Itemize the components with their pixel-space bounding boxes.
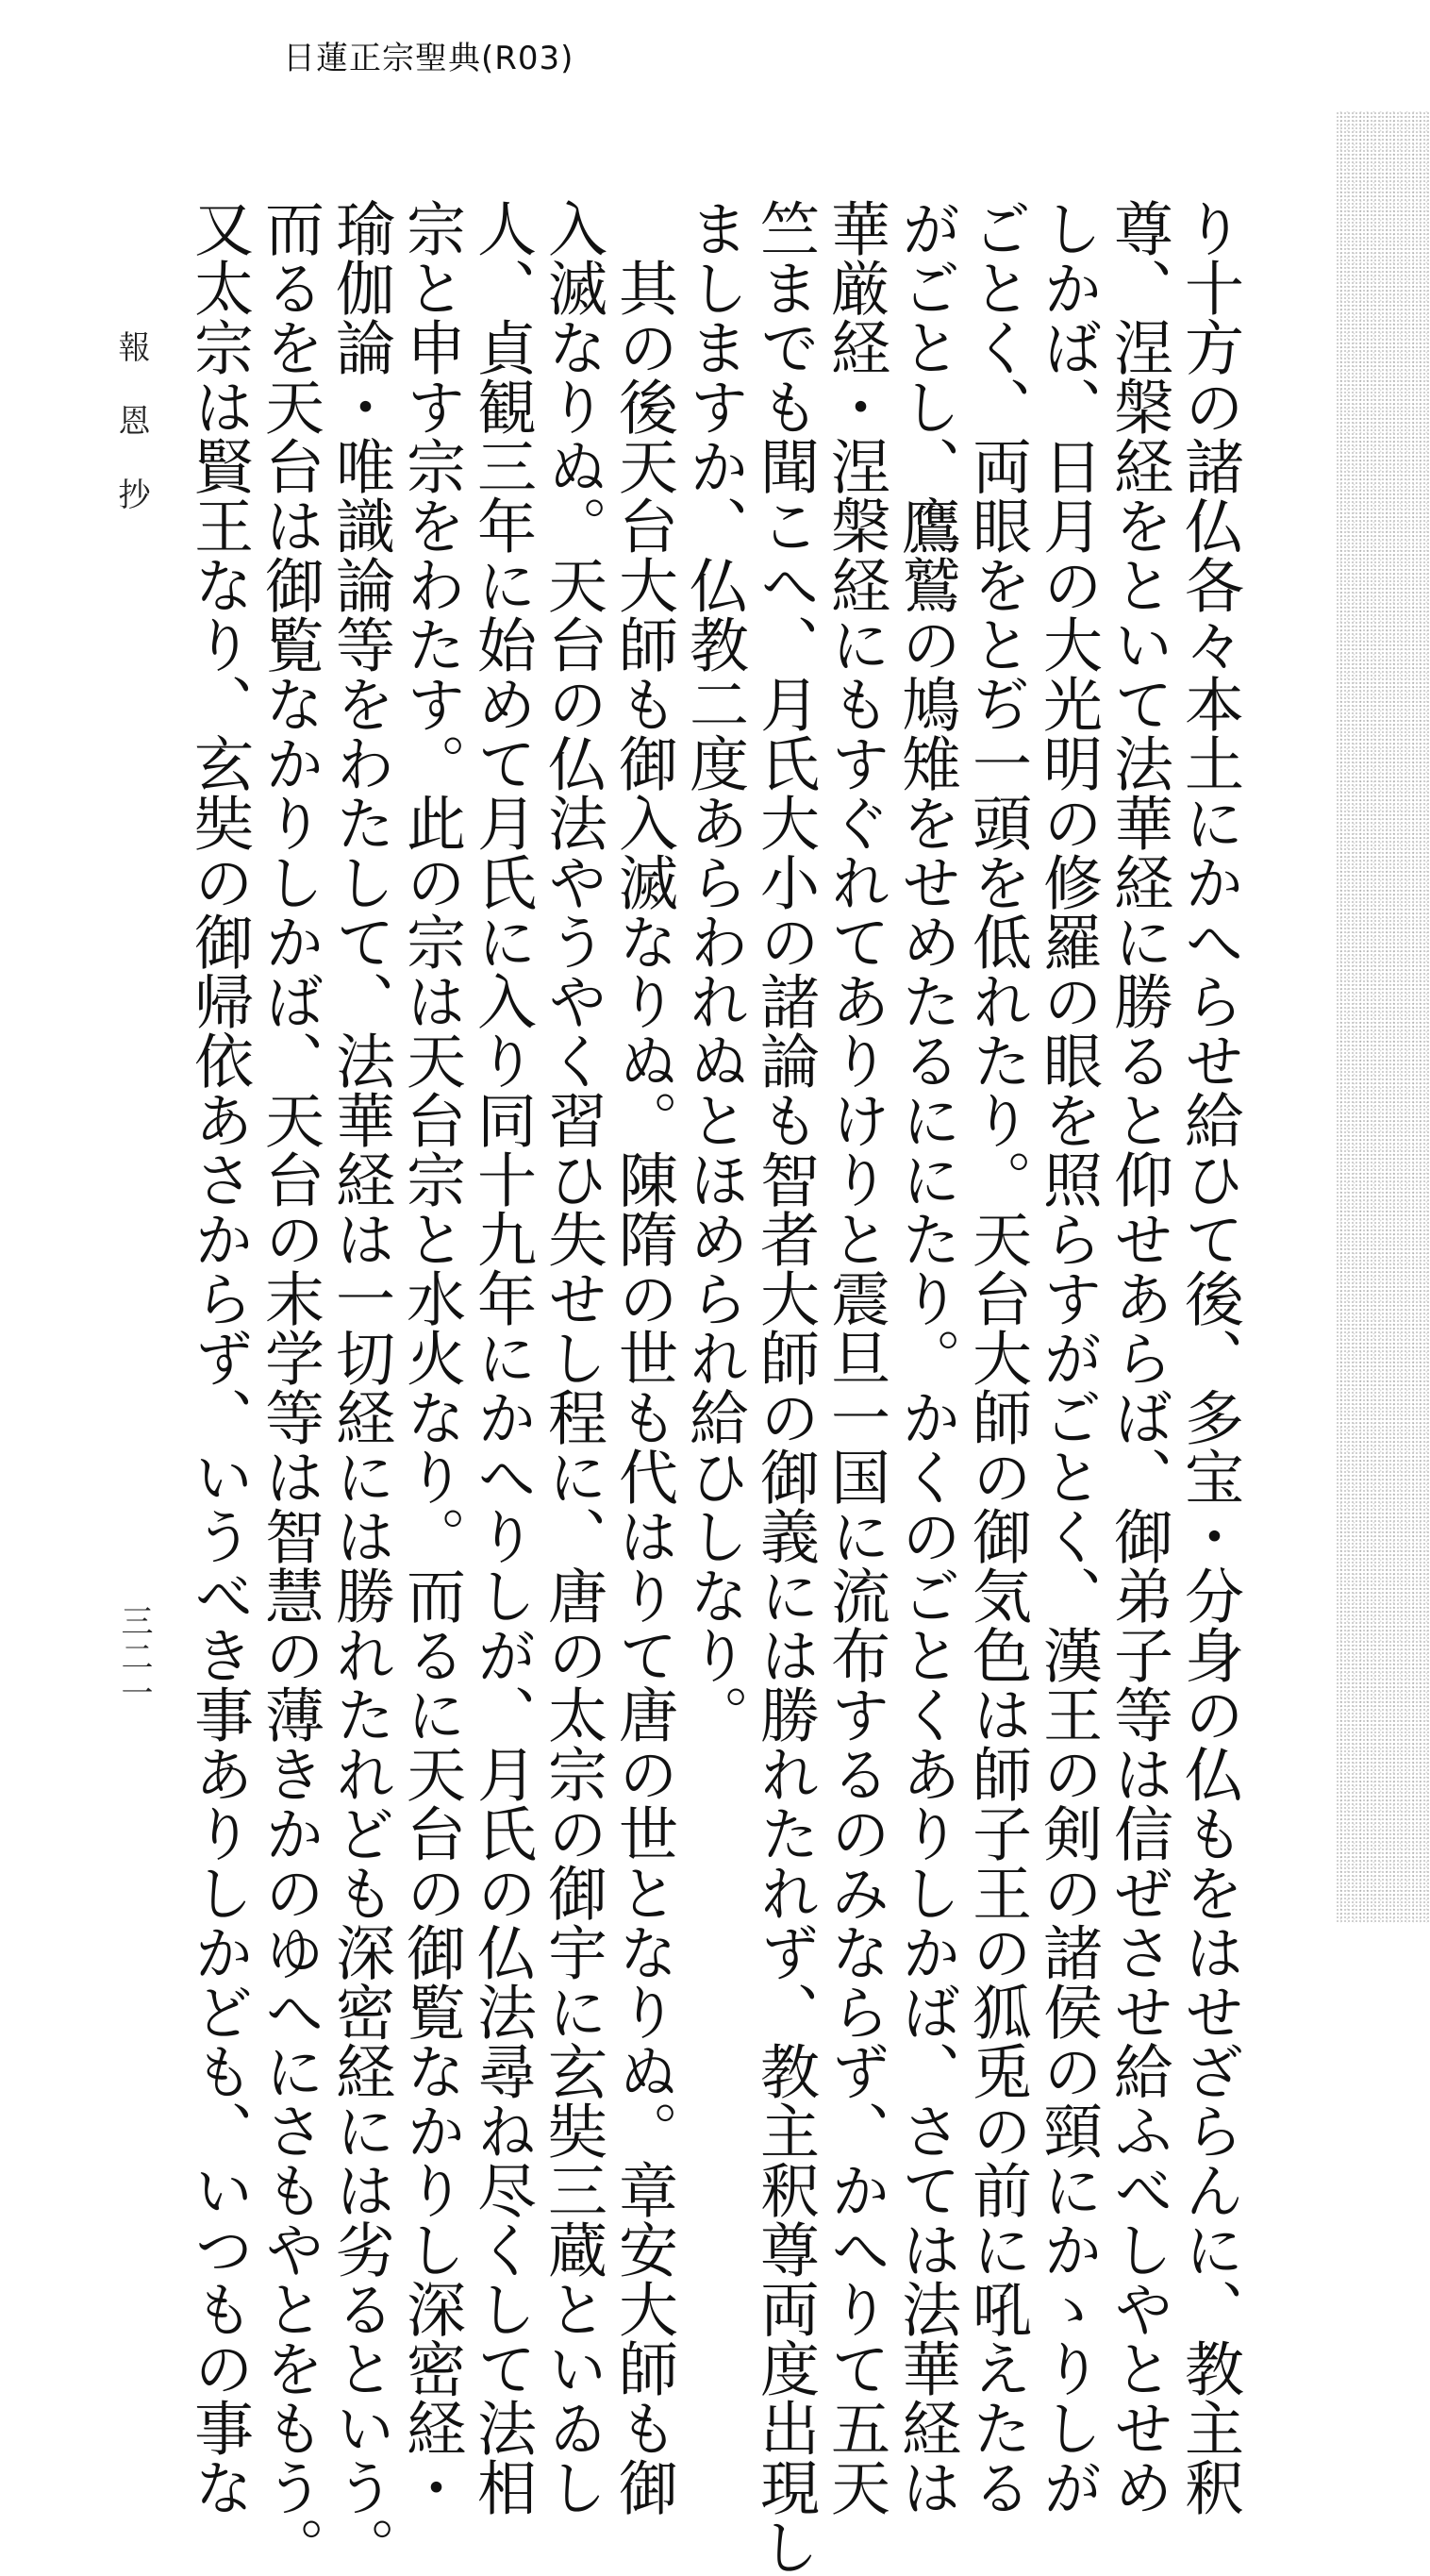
text-line: ましますか、仏教二度あらわれぬとほめられ給ひしなり。 xyxy=(680,198,749,1744)
text-line: 宗と申す宗をわたす。此の宗は天台宗と水火なり。而るに天台の御覧なかりし深密経・ xyxy=(397,198,466,2517)
text-line: 人、貞観三年に始めて月氏に入り同十九年にかへりしが、月氏の仏法尋ね尽くして法相 xyxy=(468,198,537,2517)
page-number: 三二一 xyxy=(115,1604,153,1712)
running-title: 報恩抄 xyxy=(112,330,150,551)
text-line: 瑜伽論・唯識論等をわたして、法華経は一切経には勝れたれども深密経には劣るという。 xyxy=(326,198,395,2576)
text-line: 尊、涅槃経をといて法華経に勝ると仰せあらば、御弟子等は信ぜさせ給ふべしやとせめ xyxy=(1105,198,1173,2517)
page-header: 日蓮正宗聖典(R03) xyxy=(283,40,574,77)
text-line: 入滅なりぬ。天台の仏法やうやく習ひ失せし程に、唐の太宗の御宇に玄奘三蔵といゐし xyxy=(539,198,607,2517)
text-line: り十方の諸仏各々本土にかへらせ給ひて後、多宝・分身の仏もをはせざらんに、教主釈 xyxy=(1175,198,1244,2517)
text-line: しかば、日月の大光明の修羅の眼を照らすがごとく、漢王の剣の諸侯の頸にかゝりしが xyxy=(1034,198,1103,2517)
text-line: 竺までも聞こへ、月氏大小の諸論も智者大師の御義には勝れたれず、教主釈尊両度出現し xyxy=(751,198,820,2576)
text-line: がごとし、鷹鷲の鳩雉をせめたるににたり。かくのごとくありしかば、さては法華経は xyxy=(892,198,961,2517)
body-text xyxy=(184,198,1245,2576)
scan-margin-texture xyxy=(1336,111,1430,1923)
text-line: 而るを天台は御覧なかりしかば、天台の末学等は智慧の薄きかのゆへにさもやとをもう。 xyxy=(256,198,324,2576)
text-line: 又太宗は賢王なり、玄奘の御帰依あさからず、いうべき事ありしかども、いつもの事な xyxy=(185,198,254,2517)
text-line: 其の後天台大師も御入滅なりぬ。陳隋の世も代はりて唐の世となりぬ。章安大師も御 xyxy=(609,198,678,2517)
text-line: 華厳経・涅槃経にもすぐれてありけりと震旦一国に流布するのみならず、かへりて五天 xyxy=(822,198,890,2517)
text-line: ごとく、両眼をとぢ一頭を低れたり。天台大師の御気色は師子王の狐兎の前に吼えたる xyxy=(963,198,1032,2517)
